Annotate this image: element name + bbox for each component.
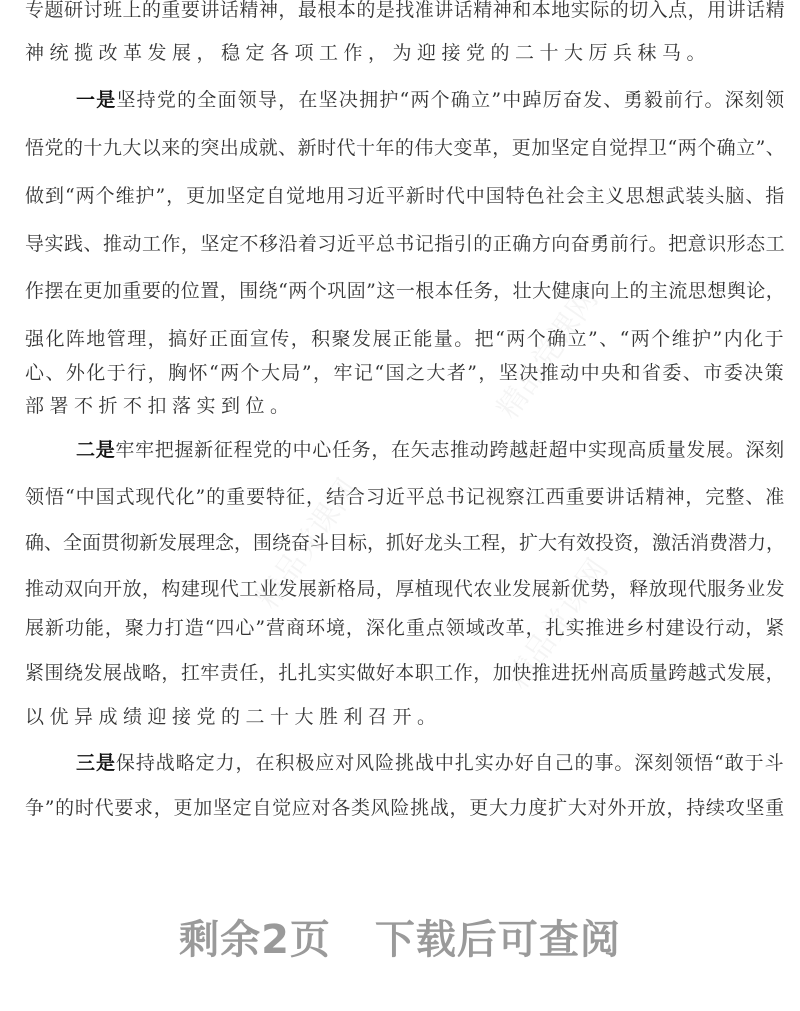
download-to-view-label: 下载后可查阅 — [374, 917, 621, 963]
text-line: 牢牢把握新征程党的中心任务，在矢志推动跨越赶超中实现高质量发展。深刻 — [115, 439, 785, 461]
remaining-pages-notice[interactable] — [0, 908, 800, 965]
remaining-pages-label: 剩余2页 — [179, 917, 331, 963]
text-line: 领悟“中国式现代化”的重要特征，结合习近平总书记视察江西重要讲话精神，完整、准 — [25, 486, 786, 508]
text-line: 强化阵地管理，搞好正面宣传，积聚发展正能量。把“两个确立”、“两个维护”内化于 — [25, 328, 786, 350]
text-line: 坚持党的全面领导，在坚决拥护“两个确立”中踔厉奋发、勇毅前行。深刻领 — [116, 89, 786, 111]
text-line: 确、全面贯彻新发展理念，围绕奋斗目标，抓好龙头工程，扩大有效投资，激活消费潜力， — [25, 532, 786, 554]
text-line: 部署不折不扣落实到位。 — [25, 395, 295, 417]
text-line: 展新功能，聚力打造“四心”营商环境，深化重点领域改革，扎实推进乡村建设行动，紧 — [25, 617, 786, 639]
text-line: 紧围绕发展战略，扛牢责任，扎扎实实做好本职工作，加快推进抚州高质量跨越式发展， — [25, 662, 786, 684]
text-line: 做到“两个维护”，更加坚定自觉地用习近平新时代中国特色社会主义思想武装头脑、指 — [25, 185, 786, 207]
text-line: 作摆在更加重要的位置，围绕“两个巩固”这一根本任务，壮大健康向上的主流思想舆论， — [25, 280, 786, 302]
text-line: 以优异成绩迎接党的二十大胜利召开。 — [25, 706, 442, 728]
text-line: 推动双向开放，构建现代工业发展新格局，厚植现代农业发展新优势，释放现代服务业发 — [25, 578, 786, 600]
text-line: 专题研讨班上的重要讲话精神，最根本的是找准讲话精神和本地实际的切入点，用讲话精 — [25, 0, 786, 21]
text-line: 争”的时代要求，更加坚定自觉应对各类风险挑战，更大力度扩大对外开放，持续攻坚重 — [25, 797, 785, 819]
paragraph-first-line — [76, 88, 785, 112]
text-line: 保持战略定力，在积极应对风险挑战中扎实办好自己的事。深刻领悟“敢于斗 — [115, 752, 785, 774]
paragraph-first-line — [76, 751, 785, 775]
paragraph-lead: 二是 — [76, 439, 116, 461]
text-line: 神统揽改革发展，稳定各项工作，为迎接党的二十大厉兵秣马。 — [25, 42, 712, 64]
paragraph-first-line — [76, 438, 785, 462]
paragraph-lead: 一是 — [76, 89, 117, 111]
paragraph-lead: 三是 — [76, 752, 116, 774]
text-line: 导实践、推动工作，坚定不移沿着习近平总书记指引的正确方向奋勇前行。把意识形态工 — [25, 233, 786, 255]
text-line: 心、外化于行，胸怀“两个大局”，牢记“国之大者”，坚决推动中央和省委、市委决策 — [25, 362, 786, 384]
text-line: 悟党的十九大以来的突出成就、新时代十年的伟大变革，更加坚定自觉捍卫“两个确立”、 — [25, 137, 786, 159]
